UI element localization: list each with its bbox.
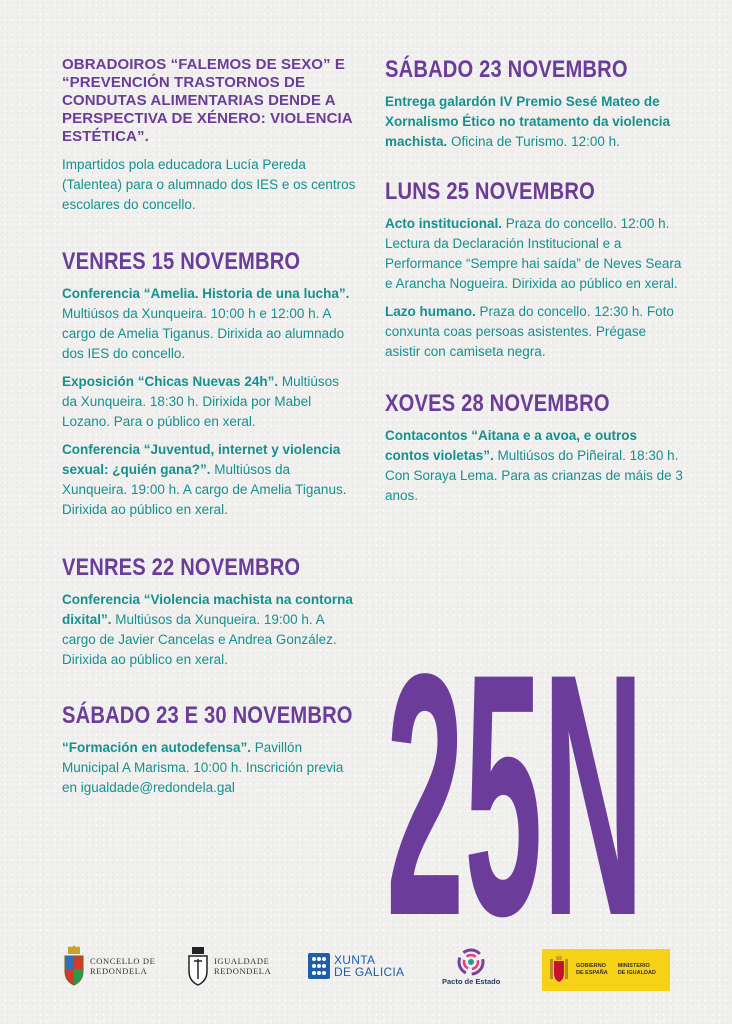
event-amelia bbox=[62, 284, 357, 364]
event-details: Oficina de Turismo. 12:00 h. bbox=[447, 134, 620, 149]
event-title: Conferencia “Violencia machista na contorna dixital”. bbox=[62, 592, 353, 627]
concello-line2: REDONDELA bbox=[90, 966, 148, 976]
logo-concello-redondela bbox=[62, 940, 155, 992]
crest-icon bbox=[186, 945, 210, 987]
event-details: Multiúsos da Xunqueira. 19:00 h. A cargo de Javier Cancelas e Andrea González. Dirixida ao público en xeral. bbox=[62, 612, 337, 667]
logo-igualdade-redondela bbox=[186, 940, 271, 992]
event-exposicion bbox=[62, 372, 357, 432]
day-sabado-23-30 bbox=[62, 702, 357, 798]
day-luns-25 bbox=[385, 178, 685, 362]
day-heading: XOVES 28 NOVEMBRO bbox=[385, 390, 610, 417]
big-25n-text: 25N bbox=[386, 630, 644, 920]
event-title: Acto institucional. bbox=[385, 216, 503, 231]
xunta-line1: XUNTA bbox=[334, 953, 376, 967]
intro-title: OBRADOIROS “FALEMOS DE SEXO” E “PREVENCIÓN TRASTORNOS DE CONDUTAS ALIMENTARIAS DENDE A PERSPECTIVA DE XÉNERO: VIOLENCIA ESTÉTICA”. bbox=[62, 56, 353, 145]
gov-box bbox=[542, 949, 670, 991]
logo-pacto-estado bbox=[442, 940, 500, 992]
left-column bbox=[62, 56, 357, 806]
event-lazo-humano bbox=[385, 302, 685, 362]
event-acto-institucional bbox=[385, 214, 685, 294]
day-sabado-23 bbox=[385, 56, 685, 152]
event-title: Exposición “Chicas Nuevas 24h”. bbox=[62, 374, 279, 389]
concello-line1: CONCELLO DE bbox=[90, 956, 156, 966]
event-details: Praza do concello. 12:30 h. Foto conxunta coas persoas asistentes. Prégase asistir con camiseta negra. bbox=[385, 304, 674, 359]
igualdade-line1: IGUALDADE bbox=[214, 956, 270, 966]
event-details: Pavillón Municipal A Marisma. 10:00 h. Inscrición previa en igualdade@redondela.gal bbox=[62, 740, 344, 795]
event-title: Conferencia “Juventud, internet y violencia sexual: ¿quién gana?”. bbox=[62, 442, 341, 477]
event-details: Praza do concello. 12:00 h. Lectura da Declaración Institucional e a Performance “Sempre hai saída” de Neves Seara e Arancha Nogueira. Dirixida ao público en xeral. bbox=[385, 216, 682, 291]
day-venres-22 bbox=[62, 554, 357, 670]
event-details: Multiúsos da Xunqueira. 10:00 h e 12:00 h. A cargo de Amelia Tiganus. Dirixida ao alumnado dos IES do concello. bbox=[62, 306, 345, 361]
day-venres-15 bbox=[62, 248, 357, 520]
event-details: Multiúsos da Xunqueira. 19:00 h. A cargo de Amelia Tiganus. Dirixida ao público en xeral. bbox=[62, 462, 347, 517]
event-autodefensa bbox=[62, 738, 357, 798]
event-details: Multiúsos da Xunqueira. 18:30 h. Dirixida por Mabel Lozano. Para o público en xeral. bbox=[62, 374, 339, 429]
min-line1: MINISTERIO bbox=[617, 963, 650, 969]
day-heading: SÁBADO 23 E 30 NOVEMBRO bbox=[62, 702, 353, 729]
event-premio-sese-mateo bbox=[385, 92, 685, 152]
event-title: Lazo humano. bbox=[385, 304, 476, 319]
day-heading: SÁBADO 23 NOVEMBRO bbox=[385, 56, 628, 83]
event-title: “Formación en autodefensa”. bbox=[62, 740, 252, 755]
logo-ministerio-igualdad bbox=[542, 944, 670, 996]
event-title: Entrega galardón IV Premio Sesé Mateo de Xornalismo Ético no tratamento da violencia machista. bbox=[385, 94, 671, 149]
pacto-text: Pacto de Estado bbox=[442, 976, 501, 986]
day-heading: VENRES 15 NOVEMBRO bbox=[62, 248, 301, 275]
right-column bbox=[385, 56, 685, 514]
coat-of-arms-icon bbox=[62, 945, 86, 987]
day-xoves-28 bbox=[385, 390, 685, 506]
min-line2: DE IGUALDAD bbox=[617, 970, 656, 976]
event-title: Conferencia “Amelia. Historia de una lucha”. bbox=[62, 286, 350, 301]
event-contacontos bbox=[385, 426, 685, 506]
gob-line1: GOBIERNO bbox=[576, 963, 606, 969]
day-heading: VENRES 22 NOVEMBRO bbox=[62, 554, 301, 581]
big-25n-label bbox=[384, 630, 646, 920]
spain-arms-icon bbox=[548, 955, 570, 985]
igualdade-line2: REDONDELA bbox=[214, 966, 272, 976]
pacto-circle-icon bbox=[454, 947, 488, 977]
sponsor-logo-bar bbox=[0, 940, 732, 1000]
logo-xunta-galicia bbox=[308, 940, 404, 992]
gob-line2: DE ESPAÑA bbox=[576, 970, 608, 976]
xunta-line2: DE GALICIA bbox=[334, 965, 405, 979]
event-violencia-dixital bbox=[62, 590, 357, 670]
intro-text: Impartidos pola educadora Lucía Pereda (Talentea) para o alumnado dos IES e os centros escolares do concello. bbox=[62, 157, 356, 212]
event-title: Contacontos “Aitana e a avoa, e outros contos violetas”. bbox=[385, 428, 638, 463]
event-details: Multiúsos do Piñeiral. 18:30 h. Con Soraya Lema. Para as crianzas de máis de 3 anos. bbox=[385, 448, 683, 503]
xunta-shield-icon bbox=[308, 953, 330, 979]
day-heading: LUNS 25 NOVEMBRO bbox=[385, 178, 595, 205]
event-juventud bbox=[62, 440, 357, 520]
